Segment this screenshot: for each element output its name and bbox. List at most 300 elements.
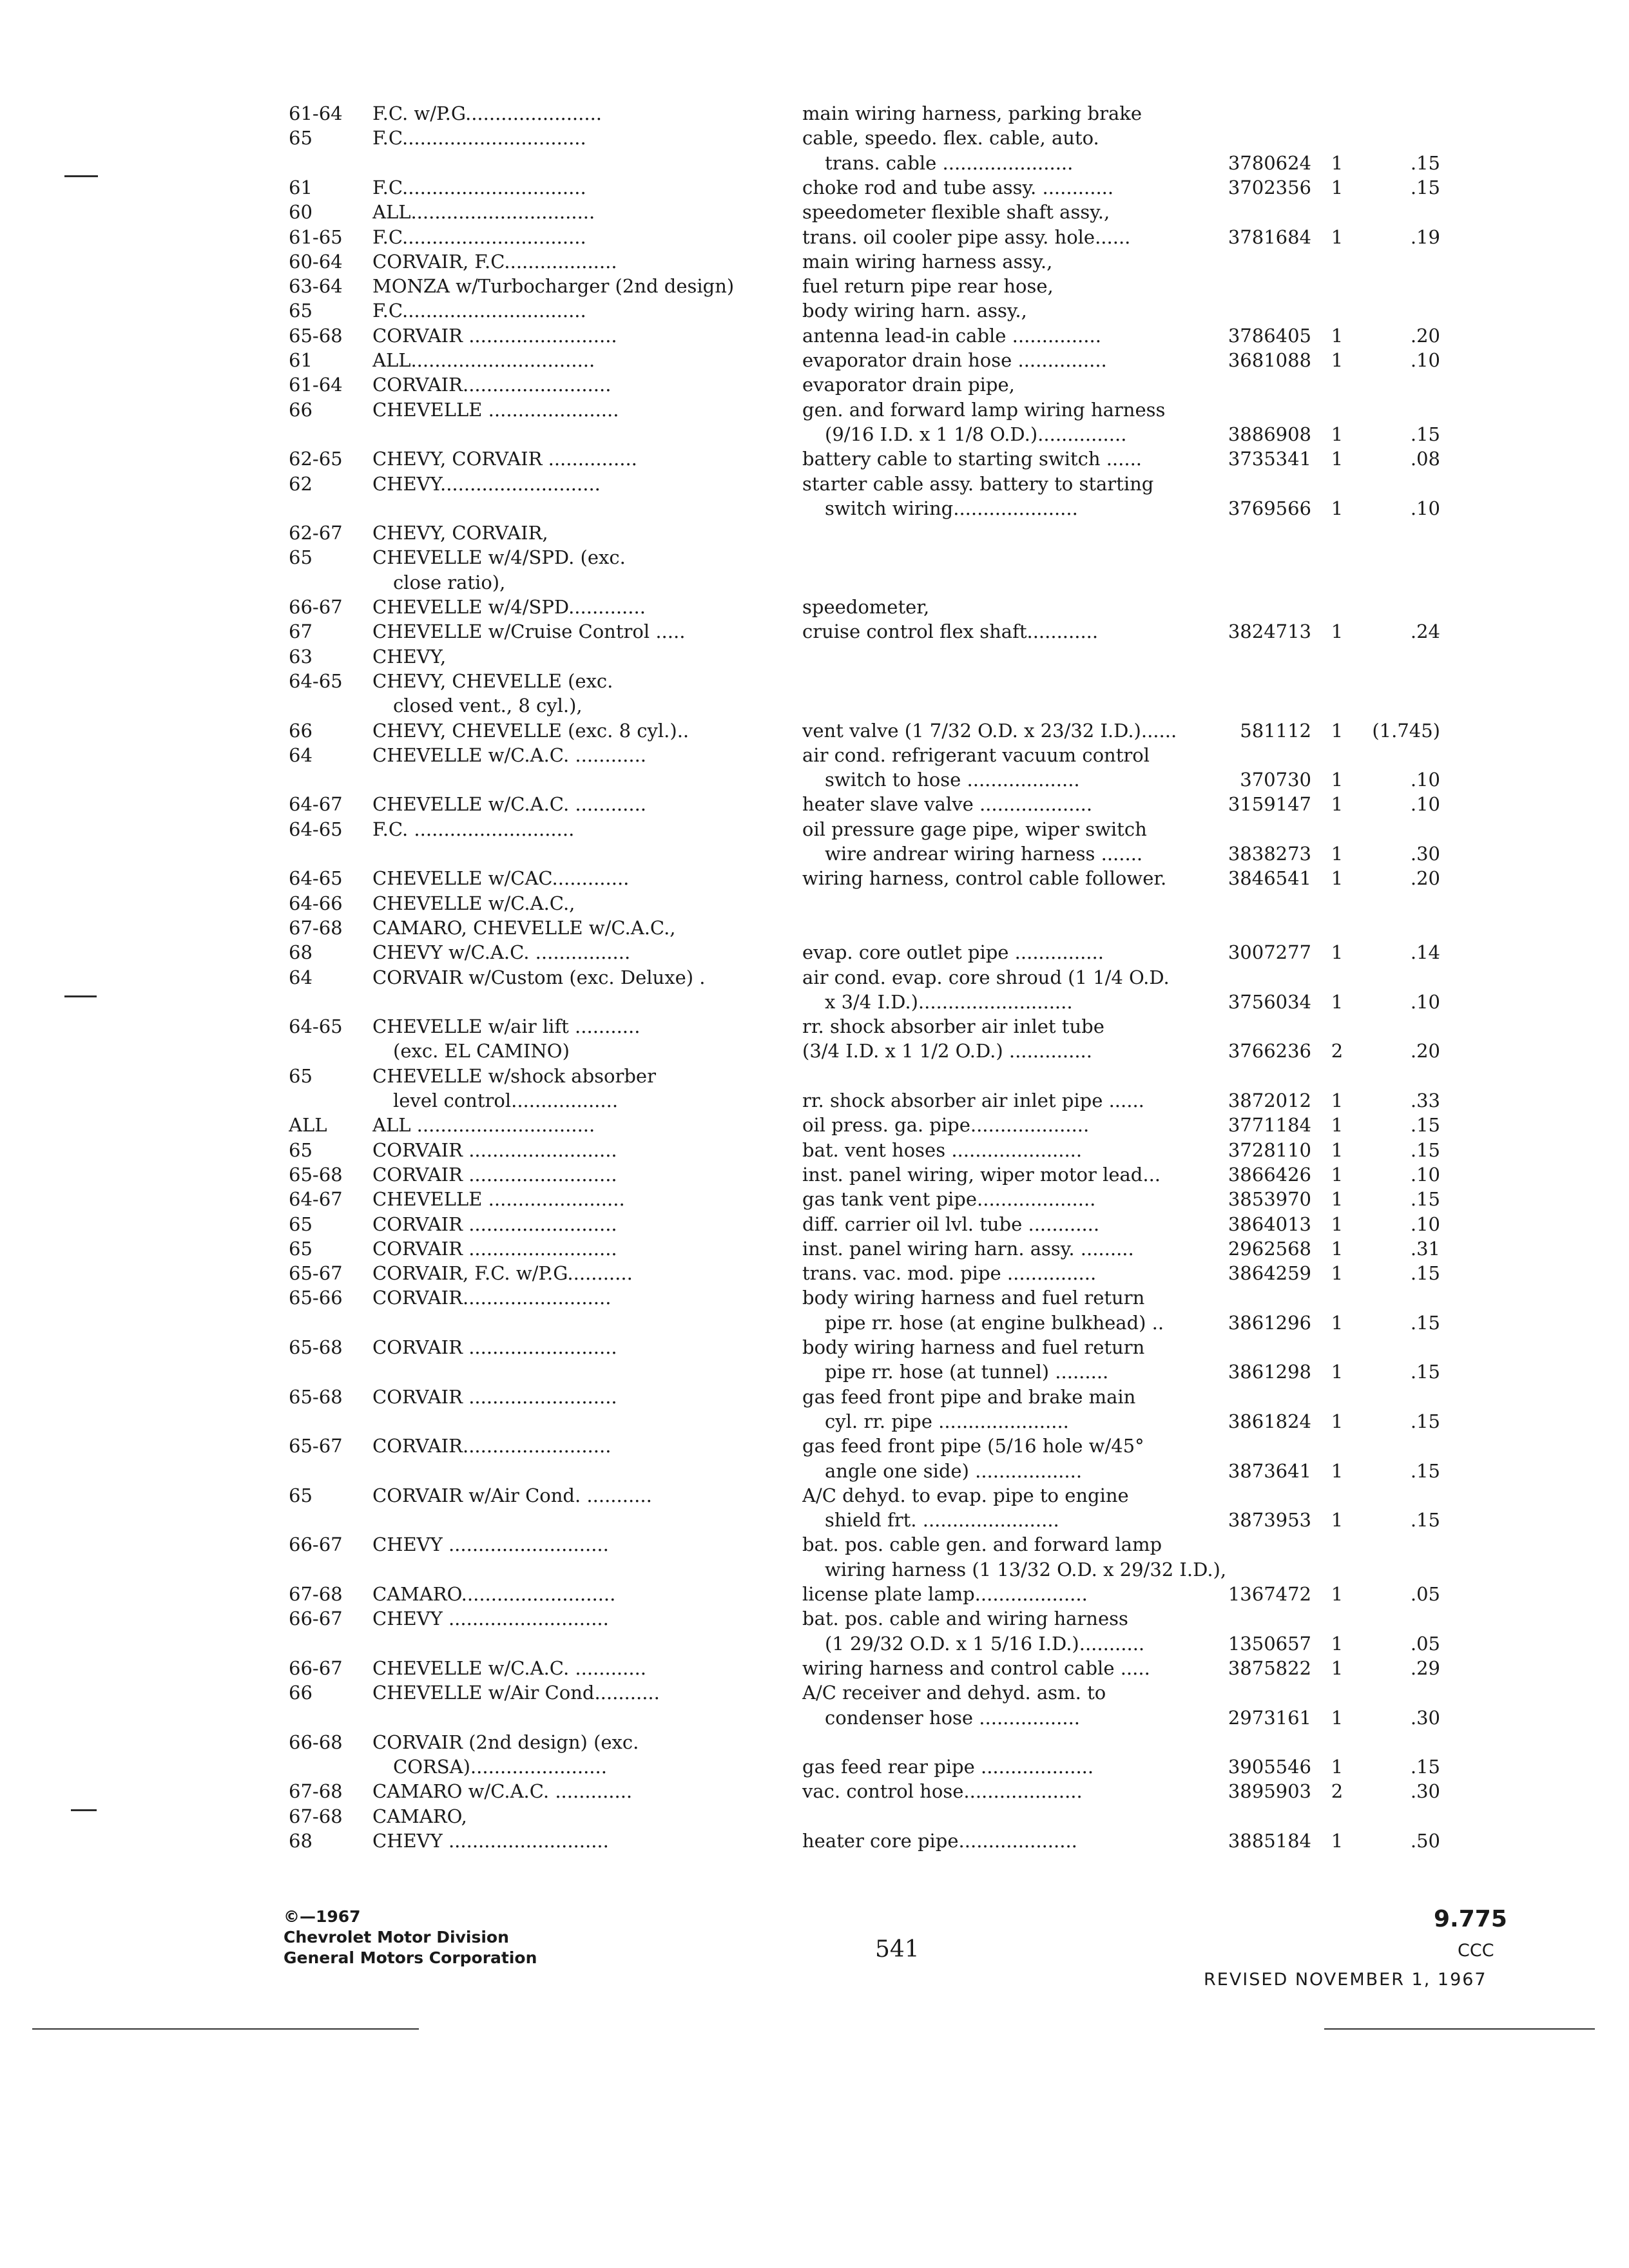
year-cell: 65 <box>289 127 313 149</box>
table-row <box>0 1213 1629 1236</box>
table-row <box>0 126 1629 149</box>
part-number-cell: 3866426 <box>1228 1163 1311 1186</box>
table-row <box>0 990 1629 1014</box>
part-number-cell: 3766236 <box>1228 1040 1311 1062</box>
weight-cell: .15 <box>1410 1410 1440 1432</box>
weight-cell: .15 <box>1410 1311 1440 1334</box>
model-cell: ALL .............................. <box>372 1114 595 1137</box>
description-cell: trans. cable ...................... <box>825 151 1074 174</box>
table-row <box>0 1089 1629 1112</box>
quantity-cell: 1 <box>1331 1262 1344 1285</box>
year-cell: 67-68 <box>289 1780 343 1803</box>
year-cell: 66-67 <box>289 1608 343 1630</box>
model-cell: F.C............................... <box>372 226 586 248</box>
model-cell: F.C. ........................... <box>372 818 575 840</box>
weight-cell: .19 <box>1410 226 1440 248</box>
part-number-cell: 1367472 <box>1228 1583 1311 1605</box>
table-row <box>0 1582 1629 1606</box>
year-cell: 65-67 <box>289 1262 343 1285</box>
description-cell: gas feed front pipe and brake main <box>802 1385 1136 1408</box>
table-row <box>0 1336 1629 1359</box>
description-cell: A/C receiver and dehyd. asm. to <box>802 1682 1106 1704</box>
quantity-cell: 1 <box>1331 151 1344 174</box>
weight-cell: .05 <box>1410 1583 1440 1605</box>
table-row <box>0 546 1629 569</box>
model-cell: CAMARO, <box>372 1805 467 1827</box>
weight-cell: .20 <box>1410 867 1440 890</box>
table-row <box>0 151 1629 175</box>
table-row <box>0 1780 1629 1803</box>
model-cell: CORVAIR ......................... <box>372 324 617 347</box>
year-cell: 65-68 <box>289 324 343 347</box>
quantity-cell: 1 <box>1331 1583 1344 1605</box>
description-cell: cable, speedo. flex. cable, auto. <box>802 127 1099 149</box>
description-cell: rr. shock absorber air inlet pipe ...... <box>802 1090 1144 1111</box>
table-row <box>0 1015 1629 1038</box>
weight-cell: .10 <box>1410 1163 1440 1186</box>
table-row <box>0 793 1629 816</box>
year-cell: 64-66 <box>289 892 343 914</box>
description-cell: fuel return pipe rear hose, <box>802 275 1054 298</box>
quantity-cell: 1 <box>1331 1090 1344 1111</box>
model-cell: CHEVELLE w/air lift ........... <box>372 1015 641 1038</box>
margin-mark <box>71 1809 97 1811</box>
description-cell: bat. pos. cable gen. and forward lamp <box>802 1533 1162 1556</box>
description-cell: cruise control flex shaft............ <box>802 620 1099 643</box>
part-number-cell: 3007277 <box>1228 941 1311 964</box>
year-cell: 65 <box>289 300 313 322</box>
table-row <box>0 299 1629 322</box>
table-row <box>0 1459 1629 1483</box>
part-number-cell: 3681088 <box>1228 349 1311 371</box>
quantity-cell: 1 <box>1331 1311 1344 1334</box>
model-cell: CORVAIR w/Air Cond. ........... <box>372 1484 652 1506</box>
description-cell: switch to hose ................... <box>825 769 1080 791</box>
quantity-cell: 1 <box>1331 423 1344 445</box>
description-cell: body wiring harn. assy., <box>802 300 1027 322</box>
part-number-cell: 3771184 <box>1228 1114 1311 1137</box>
margin-mark <box>64 175 98 177</box>
copyright-line: ©—1967 <box>284 1907 361 1926</box>
bottom-rule-right <box>1324 2028 1595 2030</box>
part-number-cell: 3780624 <box>1228 151 1311 174</box>
year-cell: 63 <box>289 645 313 668</box>
part-number-cell: 3885184 <box>1228 1830 1311 1852</box>
description-cell: evaporator drain hose ............... <box>802 349 1107 371</box>
year-cell: 60 <box>289 201 313 224</box>
year-cell: 62 <box>289 472 313 495</box>
quantity-cell: 1 <box>1331 1361 1344 1383</box>
description-cell: vac. control hose.................... <box>802 1780 1083 1803</box>
model-cell: CHEVY, CHEVELLE (exc. <box>372 669 613 692</box>
model-cell: CHEVY ........................... <box>372 1533 609 1556</box>
part-number-cell: 3895903 <box>1228 1780 1311 1803</box>
weight-cell: .15 <box>1410 1114 1440 1137</box>
weight-cell: .10 <box>1410 793 1440 816</box>
part-number-cell: 2973161 <box>1228 1706 1311 1729</box>
description-cell: oil pressure gage pipe, wiper switch <box>802 818 1147 840</box>
weight-cell: .30 <box>1410 1780 1440 1803</box>
year-cell: 61 <box>289 349 313 371</box>
quantity-cell: 1 <box>1331 1139 1344 1161</box>
section-code: CCC <box>1458 1941 1494 1961</box>
model-cell: ALL............................... <box>372 349 595 371</box>
description-cell: speedometer, <box>802 596 930 618</box>
year-cell: 64 <box>289 966 313 988</box>
model-cell: level control.................. <box>393 1090 619 1111</box>
table-row <box>0 1237 1629 1260</box>
model-cell: CHEVELLE w/4/SPD. (exc. <box>372 546 626 569</box>
description-cell: trans. oil cooler pipe assy. hole...... <box>802 226 1131 248</box>
model-cell: CAMARO, CHEVELLE w/C.A.C., <box>372 916 676 939</box>
quantity-cell: 1 <box>1331 448 1344 470</box>
year-cell: 67-68 <box>289 916 343 939</box>
division-line: Chevrolet Motor Division <box>284 1928 509 1946</box>
description-cell: body wiring harness and fuel return <box>802 1336 1145 1358</box>
table-row <box>0 1187 1629 1211</box>
year-cell: 65-68 <box>289 1163 343 1186</box>
weight-cell: .15 <box>1410 176 1440 198</box>
table-row <box>0 1064 1629 1088</box>
table-row <box>0 1434 1629 1457</box>
model-cell: MONZA w/Turbocharger (2nd design) <box>372 275 735 298</box>
model-cell: CAMARO.......................... <box>372 1583 616 1605</box>
part-number-cell: 3824713 <box>1228 620 1311 643</box>
year-cell: 62-67 <box>289 522 343 544</box>
description-cell: main wiring harness assy., <box>802 250 1053 273</box>
year-cell: 61-65 <box>289 226 343 248</box>
quantity-cell: 1 <box>1331 1509 1344 1532</box>
description-cell: evap. core outlet pipe ............... <box>802 941 1104 964</box>
quantity-cell: 1 <box>1331 941 1344 964</box>
table-row <box>0 744 1629 767</box>
table-row <box>0 669 1629 693</box>
table-row <box>0 1262 1629 1285</box>
weight-cell: .30 <box>1410 1706 1440 1729</box>
section-number: 9.775 <box>1434 1906 1507 1932</box>
table-row <box>0 1360 1629 1383</box>
table-row <box>0 818 1629 841</box>
table-row <box>0 1607 1629 1630</box>
description-cell: condenser hose ................. <box>825 1706 1081 1729</box>
weight-cell: .05 <box>1410 1632 1440 1655</box>
description-cell: cyl. rr. pipe ...................... <box>825 1410 1069 1432</box>
description-cell: license plate lamp................... <box>802 1583 1088 1605</box>
description-cell: x 3/4 I.D.).......................... <box>825 990 1073 1013</box>
model-cell: CHEVELLE w/4/SPD............. <box>372 596 646 618</box>
description-cell: pipe rr. hose (at tunnel) ......... <box>825 1361 1109 1383</box>
description-cell: vent valve (1 7/32 O.D. x 23/32 I.D.)...... <box>802 719 1177 742</box>
table-row <box>0 867 1629 890</box>
model-cell: CAMARO w/C.A.C. ............. <box>372 1780 633 1803</box>
description-cell: oil press. ga. pipe.................... <box>802 1114 1090 1137</box>
quantity-cell: 1 <box>1331 867 1344 890</box>
model-cell: CORSA)....................... <box>393 1756 607 1778</box>
part-number-cell: 2962568 <box>1228 1237 1311 1260</box>
quantity-cell: 1 <box>1331 1114 1344 1137</box>
year-cell: 64-65 <box>289 867 343 890</box>
year-cell: ALL <box>289 1114 327 1137</box>
model-cell: CORVAIR......................... <box>372 1435 612 1457</box>
weight-cell: .33 <box>1410 1090 1440 1111</box>
year-cell: 64-65 <box>289 669 343 692</box>
model-cell: F.C. w/P.G....................... <box>372 102 602 124</box>
table-row <box>0 1558 1629 1581</box>
description-cell: inst. panel wiring, wiper motor lead... <box>802 1163 1161 1186</box>
weight-cell: .29 <box>1410 1657 1440 1679</box>
part-number-cell: 3873641 <box>1228 1459 1311 1482</box>
quantity-cell: 1 <box>1331 769 1344 791</box>
description-cell: gen. and forward lamp wiring harness <box>802 398 1166 421</box>
description-cell: A/C dehyd. to evap. pipe to engine <box>802 1484 1129 1506</box>
description-cell: battery cable to starting switch ...... <box>802 448 1142 470</box>
table-row <box>0 941 1629 964</box>
table-row <box>0 1508 1629 1532</box>
part-number-cell: 3728110 <box>1228 1139 1311 1161</box>
table-row <box>0 1755 1629 1778</box>
part-number-cell: 3769566 <box>1228 497 1311 519</box>
weight-cell: .15 <box>1410 423 1440 445</box>
weight-cell: .10 <box>1410 349 1440 371</box>
quantity-cell: 1 <box>1331 324 1344 347</box>
year-cell: 62-65 <box>289 448 343 470</box>
margin-mark <box>64 995 97 997</box>
year-cell: 65-66 <box>289 1287 343 1309</box>
part-number-cell: 3886908 <box>1228 423 1311 445</box>
model-cell: F.C............................... <box>372 176 586 198</box>
quantity-cell: 1 <box>1331 1237 1344 1260</box>
part-number-cell: 3861298 <box>1228 1361 1311 1383</box>
table-row <box>0 719 1629 742</box>
quantity-cell: 1 <box>1331 1706 1344 1729</box>
table-row <box>0 1039 1629 1062</box>
model-cell: CHEVELLE w/Air Cond........... <box>372 1682 660 1704</box>
table-row <box>0 102 1629 125</box>
table-row <box>0 1113 1629 1137</box>
model-cell: CHEVY........................... <box>372 472 601 495</box>
part-number-cell: 3846541 <box>1228 867 1311 890</box>
description-cell: air cond. refrigerant vacuum control <box>802 744 1150 766</box>
model-cell: CHEVELLE ....................... <box>372 1188 625 1211</box>
part-number-cell: 581112 <box>1240 719 1311 742</box>
quantity-cell: 1 <box>1331 1830 1344 1852</box>
description-cell: diff. carrier oil lvl. tube ............ <box>802 1213 1100 1235</box>
model-cell: CORVAIR, F.C. w/P.G........... <box>372 1262 633 1285</box>
year-cell: 66-67 <box>289 1533 343 1556</box>
model-cell: (exc. EL CAMINO) <box>393 1040 570 1062</box>
table-row <box>0 1484 1629 1507</box>
description-cell: choke rod and tube assy. ............ <box>802 176 1114 198</box>
weight-cell: .20 <box>1410 1040 1440 1062</box>
quantity-cell: 1 <box>1331 620 1344 643</box>
model-cell: F.C............................... <box>372 127 586 149</box>
model-cell: F.C............................... <box>372 300 586 322</box>
year-cell: 68 <box>289 941 313 964</box>
weight-cell: .14 <box>1410 941 1440 964</box>
year-cell: 67-68 <box>289 1805 343 1827</box>
weight-cell: .10 <box>1410 769 1440 791</box>
table-row <box>0 1410 1629 1433</box>
year-cell: 66-67 <box>289 596 343 618</box>
description-cell: wire andrear wiring harness ....... <box>825 843 1143 865</box>
table-row <box>0 1681 1629 1704</box>
weight-cell: .15 <box>1410 1756 1440 1778</box>
year-cell: 65-68 <box>289 1385 343 1408</box>
table-row <box>0 200 1629 224</box>
year-cell: 64-65 <box>289 1015 343 1038</box>
model-cell: CHEVELLE w/C.A.C. ............ <box>372 793 647 816</box>
quantity-cell: 1 <box>1331 1632 1344 1655</box>
description-cell: air cond. evap. core shroud (1 1/4 O.D. <box>802 966 1170 988</box>
weight-cell: .08 <box>1410 448 1440 470</box>
weight-cell: .10 <box>1410 990 1440 1013</box>
weight-cell: .20 <box>1410 324 1440 347</box>
model-cell: CHEVY, CORVAIR, <box>372 522 548 544</box>
table-row <box>0 645 1629 668</box>
model-cell: CORVAIR ......................... <box>372 1139 617 1161</box>
part-number-cell: 3702356 <box>1228 176 1311 198</box>
weight-cell: .24 <box>1410 620 1440 643</box>
year-cell: 65 <box>289 1237 313 1260</box>
year-cell: 65 <box>289 1064 313 1087</box>
quantity-cell: 1 <box>1331 1163 1344 1186</box>
table-row <box>0 1533 1629 1556</box>
weight-cell: .10 <box>1410 1213 1440 1235</box>
year-cell: 66-67 <box>289 1657 343 1679</box>
model-cell: CHEVY w/C.A.C. ................ <box>372 941 631 964</box>
table-row <box>0 423 1629 446</box>
table-row <box>0 447 1629 470</box>
bottom-rule-left <box>32 2028 419 2030</box>
description-cell: heater slave valve ................... <box>802 793 1093 816</box>
table-row <box>0 398 1629 421</box>
part-number-cell: 1350657 <box>1228 1632 1311 1655</box>
table-row <box>0 768 1629 791</box>
quantity-cell: 1 <box>1331 176 1344 198</box>
description-cell: pipe rr. hose (at engine bulkhead) .. <box>825 1311 1164 1334</box>
table-row <box>0 916 1629 939</box>
year-cell: 65-68 <box>289 1336 343 1358</box>
year-cell: 63-64 <box>289 275 343 298</box>
description-cell: wiring harness and control cable ..... <box>802 1657 1150 1679</box>
description-cell: (3/4 I.D. x 1 1/2 O.D.) .............. <box>802 1040 1092 1062</box>
page-number: 541 <box>875 1936 920 1963</box>
model-cell: CORVAIR......................... <box>372 1287 612 1309</box>
year-cell: 64-67 <box>289 793 343 816</box>
table-row <box>0 842 1629 865</box>
part-number-cell: 3781684 <box>1228 226 1311 248</box>
part-number-cell: 3875822 <box>1228 1657 1311 1679</box>
description-cell: trans. vac. mod. pipe ............... <box>802 1262 1097 1285</box>
table-row <box>0 373 1629 396</box>
weight-cell: .10 <box>1410 497 1440 519</box>
quantity-cell: 2 <box>1331 1780 1344 1803</box>
table-row <box>0 1706 1629 1729</box>
year-cell: 61-64 <box>289 102 343 124</box>
description-cell: inst. panel wiring harn. assy. ......... <box>802 1237 1134 1260</box>
year-cell: 64-65 <box>289 818 343 840</box>
table-row <box>0 595 1629 619</box>
part-number-cell: 3864013 <box>1228 1213 1311 1235</box>
model-cell: CORVAIR ......................... <box>372 1163 617 1186</box>
year-cell: 65 <box>289 1139 313 1161</box>
part-number-cell: 3756034 <box>1228 990 1311 1013</box>
model-cell: CORVAIR ......................... <box>372 1336 617 1358</box>
description-cell: bat. pos. cable and wiring harness <box>802 1608 1128 1630</box>
model-cell: CHEVY ........................... <box>372 1608 609 1630</box>
table-row <box>0 1657 1629 1680</box>
quantity-cell: 1 <box>1331 226 1344 248</box>
quantity-cell: 1 <box>1331 793 1344 816</box>
table-row <box>0 324 1629 347</box>
quantity-cell: 1 <box>1331 1657 1344 1679</box>
description-cell: body wiring harness and fuel return <box>802 1287 1145 1309</box>
year-cell: 64-67 <box>289 1188 343 1211</box>
weight-cell: .15 <box>1410 1509 1440 1532</box>
model-cell: CHEVY, CHEVELLE (exc. 8 cyl.).. <box>372 719 689 742</box>
part-number-cell: 3735341 <box>1228 448 1311 470</box>
year-cell: 66 <box>289 719 313 742</box>
year-cell: 67 <box>289 620 313 643</box>
table-row <box>0 620 1629 643</box>
table-row <box>0 1829 1629 1852</box>
description-cell: wiring harness (1 13/32 O.D. x 29/32 I.D.), <box>825 1558 1227 1581</box>
year-cell: 65 <box>289 546 313 569</box>
description-cell: gas feed rear pipe ................... <box>802 1756 1094 1778</box>
quantity-cell: 1 <box>1331 1213 1344 1235</box>
weight-cell: .15 <box>1410 1188 1440 1211</box>
year-cell: 68 <box>289 1830 313 1852</box>
table-row <box>0 1139 1629 1162</box>
quantity-cell: 1 <box>1331 1756 1344 1778</box>
model-cell: closed vent., 8 cyl.), <box>393 695 583 717</box>
table-row <box>0 349 1629 372</box>
weight-cell: .50 <box>1410 1830 1440 1852</box>
model-cell: CHEVELLE w/Cruise Control ..... <box>372 620 686 643</box>
weight-cell: (1.745) <box>1372 719 1440 742</box>
year-cell: 65 <box>289 1484 313 1506</box>
model-cell: CHEVELLE ...................... <box>372 398 619 421</box>
quantity-cell: 1 <box>1331 1188 1344 1211</box>
model-cell: CHEVY ........................... <box>372 1830 609 1852</box>
table-row <box>0 1805 1629 1828</box>
table-row <box>0 226 1629 249</box>
model-cell: CHEVELLE w/C.A.C., <box>372 892 575 914</box>
weight-cell: .15 <box>1410 1459 1440 1482</box>
weight-cell: .15 <box>1410 1262 1440 1285</box>
table-row <box>0 176 1629 199</box>
part-number-cell: 3838273 <box>1228 843 1311 865</box>
description-cell: shield frt. ....................... <box>825 1509 1059 1532</box>
revision-date: REVISED NOVEMBER 1, 1967 <box>1204 1970 1487 1990</box>
model-cell: CHEVY, <box>372 645 447 668</box>
part-number-cell: 3872012 <box>1228 1090 1311 1111</box>
part-number-cell: 3853970 <box>1228 1188 1311 1211</box>
model-cell: close ratio), <box>393 571 506 593</box>
description-cell: wiring harness, control cable follower. <box>802 867 1167 890</box>
weight-cell: .15 <box>1410 151 1440 174</box>
corporation-line: General Motors Corporation <box>284 1948 537 1967</box>
part-number-cell: 3864259 <box>1228 1262 1311 1285</box>
quantity-cell: 1 <box>1331 1410 1344 1432</box>
year-cell: 65 <box>289 1213 313 1235</box>
table-row <box>0 1163 1629 1186</box>
quantity-cell: 1 <box>1331 990 1344 1013</box>
model-cell: CORVAIR, F.C................... <box>372 250 617 273</box>
year-cell: 61-64 <box>289 374 343 396</box>
model-cell: CORVAIR......................... <box>372 374 612 396</box>
quantity-cell: 1 <box>1331 497 1344 519</box>
